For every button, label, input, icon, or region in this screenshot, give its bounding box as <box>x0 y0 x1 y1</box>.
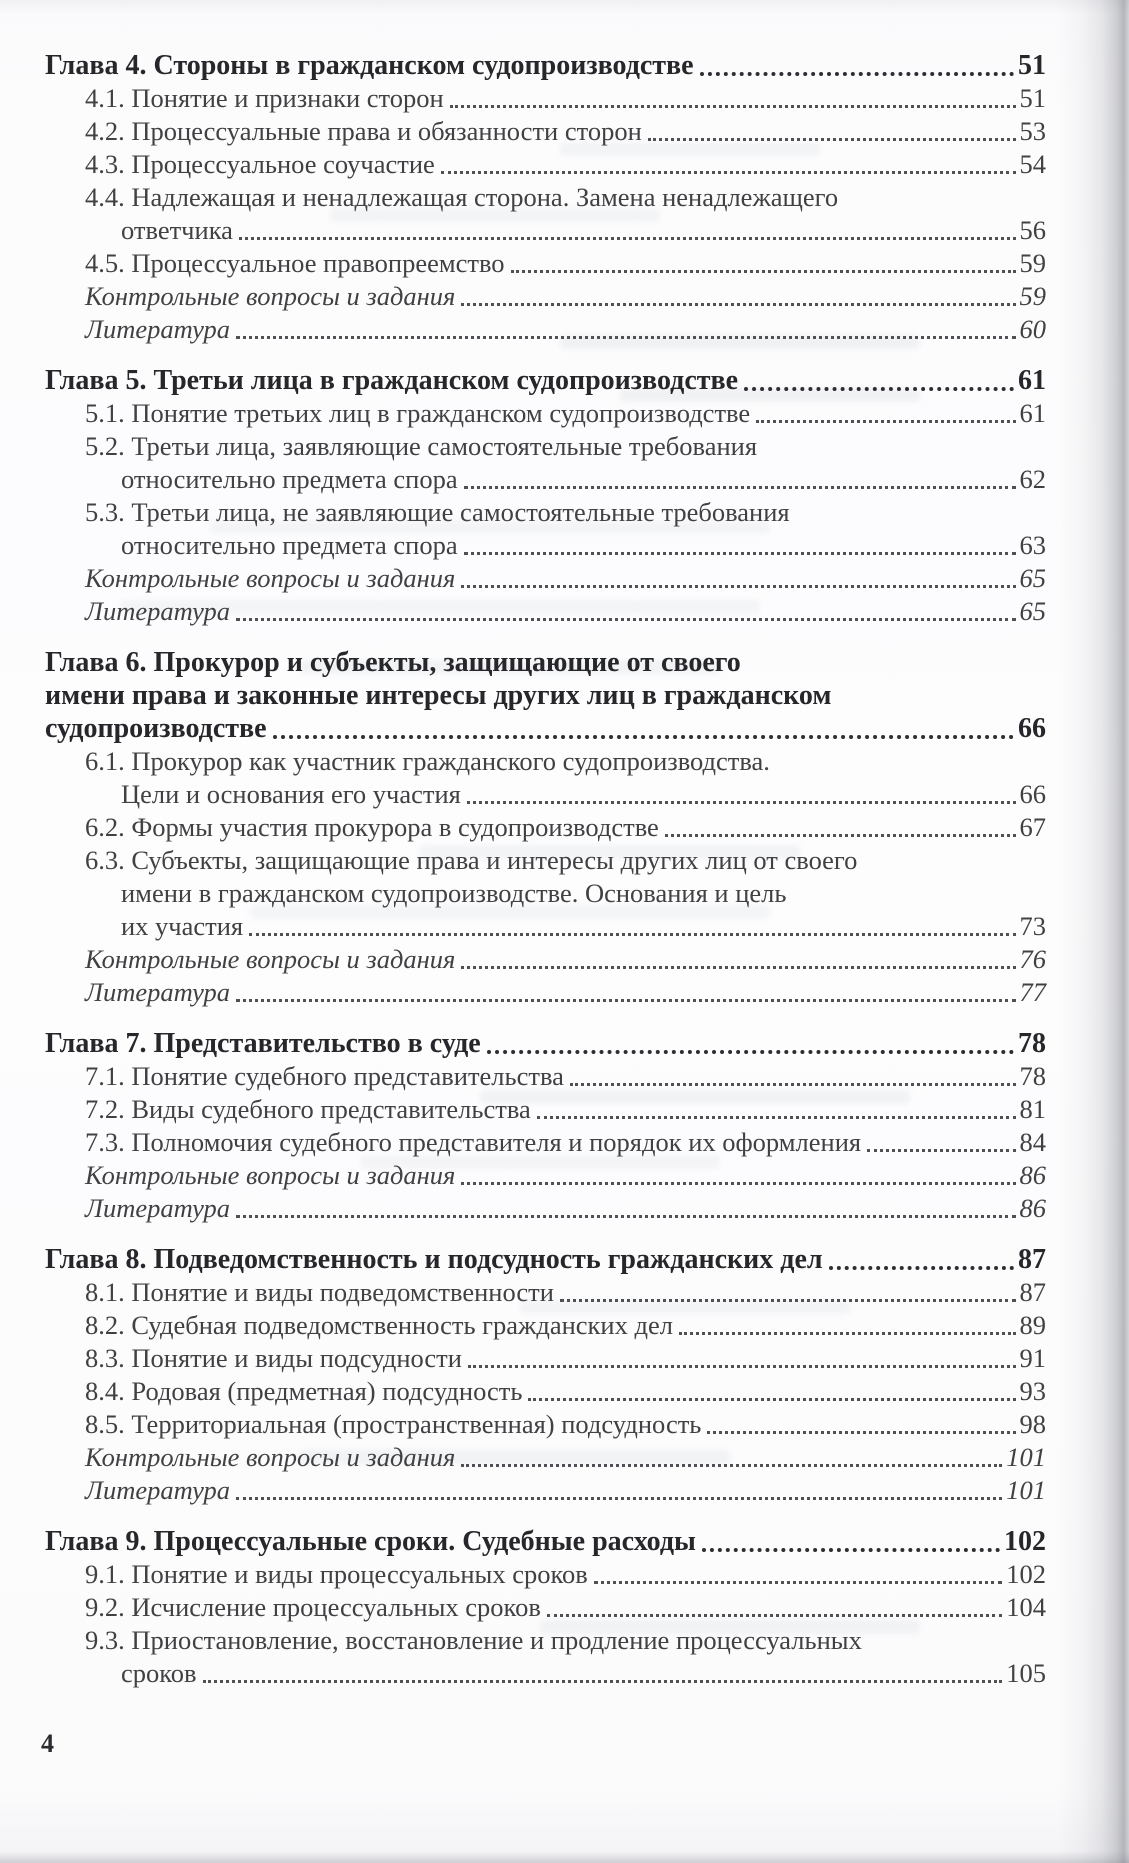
toc-chapter-heading-line <box>45 646 1046 679</box>
leader-dots <box>560 1299 1016 1302</box>
toc-entry-label: 8.4. Родовая (предметная) подсудность <box>85 1376 523 1406</box>
toc-entry-line <box>45 778 1046 811</box>
toc-entry-line <box>45 745 1046 778</box>
toc-entry-page: 53 <box>1019 116 1046 146</box>
toc-chapter <box>45 364 1046 628</box>
leader-dots <box>273 735 1014 739</box>
toc-entry-page: 86 <box>1019 1160 1046 1190</box>
toc-entry-page: 73 <box>1019 911 1046 941</box>
toc-chapter <box>45 1243 1046 1507</box>
leader-dots <box>867 1149 1015 1152</box>
toc-entry-page: 77 <box>1019 977 1046 1007</box>
toc-chapter-heading-line <box>45 1027 1046 1060</box>
toc-entry-label: Литература <box>85 314 230 344</box>
toc-entry-label: ответчика <box>121 215 233 245</box>
toc-chapter-page: 78 <box>1018 1028 1046 1059</box>
leader-dots <box>236 618 1016 621</box>
leader-dots <box>203 1680 1003 1683</box>
toc-chapter-page: 66 <box>1018 713 1046 744</box>
leader-dots <box>249 933 1015 936</box>
toc-entry-line <box>45 910 1046 943</box>
toc-entry-line <box>45 811 1046 844</box>
toc-entry-line <box>45 280 1046 313</box>
toc-entry-page: 63 <box>1019 530 1046 560</box>
leader-dots <box>511 270 1016 273</box>
toc-chapter-title: Глава 5. Третьи лица в гражданском судопроизводстве <box>45 365 739 396</box>
toc-entry-page: 66 <box>1019 779 1046 809</box>
toc-entry-page: 51 <box>1019 83 1046 113</box>
toc-entry-label: Цели и основания его участия <box>121 779 461 809</box>
leader-dots <box>461 966 1015 969</box>
scan-edge-right <box>1057 0 1129 1863</box>
toc-entry-label: Контрольные вопросы и задания <box>85 281 456 311</box>
toc-entry-page: 59 <box>1019 248 1046 278</box>
toc-entry-line <box>45 1159 1046 1192</box>
leader-dots <box>236 1497 1002 1500</box>
toc-entry-label: Литература <box>85 1475 230 1505</box>
toc-entry-label: 5.1. Понятие третьих лиц в гражданском судопроизводстве <box>85 398 751 428</box>
toc-entry-page: 93 <box>1019 1376 1046 1406</box>
toc-entry-label: 8.1. Понятие и виды подведомственности <box>85 1277 554 1307</box>
toc-entry-label: имени в гражданском судопроизводстве. Основания и цель <box>121 878 787 908</box>
toc-entry-label: 9.2. Исчисление процессуальных сроков <box>85 1592 541 1622</box>
toc-chapter-title: имени права и законные интересы других лиц в гражданском <box>45 680 832 711</box>
toc-chapter-heading-line <box>45 1243 1046 1276</box>
toc-entry-page: 98 <box>1019 1409 1046 1439</box>
toc-entry-line <box>45 181 1046 214</box>
toc-entry-line <box>45 976 1046 1009</box>
toc-entry-label: 7.3. Полномочия судебного представителя и порядок их оформления <box>85 1127 862 1157</box>
toc-chapter-heading-line <box>45 49 1046 82</box>
toc-entry-line <box>45 595 1046 628</box>
toc-entry-label: 8.2. Судебная подведомственность гражданских дел <box>85 1310 673 1340</box>
toc-entry-label: 8.5. Территориальная (пространственная) подсудность <box>85 1409 702 1439</box>
leader-dots <box>239 237 1016 240</box>
toc-entry-page: 101 <box>1006 1475 1046 1505</box>
toc-chapter-heading-line <box>45 364 1046 397</box>
toc-entry-line <box>45 1060 1046 1093</box>
toc-entry-line <box>45 313 1046 346</box>
leader-dots <box>461 1182 1015 1185</box>
toc-entry-line <box>45 1126 1046 1159</box>
toc-chapter <box>45 1027 1046 1225</box>
toc-entry-label: 4.4. Надлежащая и ненадлежащая сторона. Замена ненадлежащего <box>85 182 839 212</box>
leader-dots <box>679 1332 1016 1335</box>
leader-dots <box>461 585 1015 588</box>
toc-entry-label: 4.2. Процессуальные права и обязанности сторон <box>85 116 642 146</box>
leader-dots <box>547 1614 1002 1617</box>
toc-entry-label: Контрольные вопросы и задания <box>85 563 456 593</box>
toc-chapter-title: Глава 8. Подведомственность и подсудность гражданских дел <box>45 1244 823 1275</box>
toc-chapter-page: 61 <box>1018 365 1046 396</box>
toc-entry-line <box>45 877 1046 910</box>
toc-entry-line <box>45 463 1046 496</box>
leader-dots <box>236 999 1016 1002</box>
leader-dots <box>594 1581 1002 1584</box>
leader-dots <box>665 834 1016 837</box>
leader-dots <box>487 1050 1014 1054</box>
toc-entry-line <box>45 82 1046 115</box>
leader-dots <box>648 138 1016 141</box>
leader-dots <box>441 171 1016 174</box>
toc-entry-page: 81 <box>1019 1094 1046 1124</box>
toc-entry-line <box>45 1192 1046 1225</box>
toc-entry-page: 62 <box>1019 464 1046 494</box>
leader-dots <box>464 552 1016 555</box>
toc-entry-line <box>45 148 1046 181</box>
toc-chapter-page: 102 <box>1004 1526 1046 1557</box>
toc-entry-page: 65 <box>1019 563 1046 593</box>
leader-dots <box>528 1398 1015 1401</box>
leader-dots <box>829 1266 1014 1270</box>
toc-chapter <box>45 646 1046 1009</box>
toc-entry-line <box>45 430 1046 463</box>
toc-entry-label: 4.1. Понятие и признаки сторон <box>85 83 444 113</box>
toc-entry-label: 5.2. Третьи лица, заявляющие самостоятельные требования <box>85 431 758 461</box>
scan-edge-bottom <box>0 1851 1129 1863</box>
toc-chapter-heading-line <box>45 712 1046 745</box>
toc-entry-line <box>45 115 1046 148</box>
toc-entry-line <box>45 1408 1046 1441</box>
toc-entry-label: их участия <box>121 911 244 941</box>
leader-dots <box>702 1548 1000 1552</box>
toc-entry-page: 102 <box>1006 1559 1046 1589</box>
toc-entry-label: сроков <box>121 1658 197 1688</box>
toc-chapter <box>45 1525 1046 1690</box>
leader-dots <box>756 420 1015 423</box>
leader-dots <box>537 1116 1016 1119</box>
leader-dots <box>467 801 1016 804</box>
toc-entry-label: относительно предмета спора <box>121 530 458 560</box>
toc-entry-label: 9.1. Понятие и виды процессуальных сроков <box>85 1559 588 1589</box>
toc-entry-page: 59 <box>1019 281 1046 311</box>
toc-chapter <box>45 49 1046 346</box>
toc-entry-page: 91 <box>1019 1343 1046 1373</box>
leader-dots <box>461 303 1015 306</box>
toc-chapter-heading-line <box>45 1525 1046 1558</box>
toc-entry-line <box>45 1093 1046 1126</box>
toc-chapter-title: судопроизводстве <box>45 713 267 744</box>
leader-dots <box>744 387 1014 391</box>
toc-entry-label: 6.1. Прокурор как участник гражданского судопроизводства. <box>85 746 770 776</box>
leader-dots <box>236 1215 1016 1218</box>
page-number: 4 <box>41 1729 54 1758</box>
toc-entry-label: Литература <box>85 596 230 626</box>
toc-chapter-title: Глава 9. Процессуальные сроки. Судебные расходы <box>45 1526 696 1557</box>
toc-entry-page: 104 <box>1006 1592 1046 1622</box>
toc-chapter-title: Глава 4. Стороны в гражданском судопроизводстве <box>45 50 694 81</box>
toc-entry-label: Контрольные вопросы и задания <box>85 1442 456 1472</box>
toc-entry-line <box>45 397 1046 430</box>
toc-entry-page: 67 <box>1019 812 1046 842</box>
toc-entry-line <box>45 1474 1046 1507</box>
toc-entry-page: 56 <box>1019 215 1046 245</box>
toc-entry-label: относительно предмета спора <box>121 464 458 494</box>
toc-entry-label: 4.5. Процессуальное правопреемство <box>85 248 505 278</box>
leader-dots <box>236 336 1016 339</box>
toc-entry-line <box>45 943 1046 976</box>
toc-entry-line <box>45 844 1046 877</box>
toc-chapter-heading-line <box>45 679 1046 712</box>
toc-entry-page: 78 <box>1019 1061 1046 1091</box>
toc-chapter-title: Глава 6. Прокурор и субъекты, защищающие от своего <box>45 647 741 678</box>
toc-entry-line <box>45 1375 1046 1408</box>
toc-entry-page: 54 <box>1019 149 1046 179</box>
toc-chapter-page: 51 <box>1018 50 1046 81</box>
toc-entry-line <box>45 247 1046 280</box>
toc-entry-label: Контрольные вопросы и задания <box>85 1160 456 1190</box>
toc-entry-line <box>45 1657 1046 1690</box>
leader-dots <box>707 1431 1015 1434</box>
scan-edge-top <box>0 0 1129 14</box>
leader-dots <box>468 1365 1016 1368</box>
toc-entry-line <box>45 1558 1046 1591</box>
toc-entry-label: 6.3. Субъекты, защищающие права и интересы других лиц от своего <box>85 845 858 875</box>
toc-entry-page: 87 <box>1019 1277 1046 1307</box>
toc-entry-page: 105 <box>1006 1658 1046 1688</box>
table-of-contents <box>45 49 1046 1690</box>
toc-entry-page: 84 <box>1019 1127 1046 1157</box>
toc-entry-label: 7.1. Понятие судебного представительства <box>85 1061 564 1091</box>
toc-entry-label: Литература <box>85 1193 230 1223</box>
toc-entry-label: 9.3. Приостановление, восстановление и продление процессуальных <box>85 1625 862 1655</box>
toc-chapter-page: 87 <box>1018 1244 1046 1275</box>
toc-entry-line <box>45 496 1046 529</box>
toc-entry-line <box>45 1624 1046 1657</box>
toc-entry-page: 60 <box>1019 314 1046 344</box>
toc-entry-page: 86 <box>1019 1193 1046 1223</box>
leader-dots <box>570 1083 1016 1086</box>
toc-entry-line <box>45 1309 1046 1342</box>
toc-entry-line <box>45 1441 1046 1474</box>
toc-entry-label: 8.3. Понятие и виды подсудности <box>85 1343 462 1373</box>
leader-dots <box>700 72 1014 76</box>
toc-entry-page: 61 <box>1019 398 1046 428</box>
toc-entry-label: 5.3. Третьи лица, не заявляющие самостоятельные требования <box>85 497 790 527</box>
leader-dots <box>450 105 1016 108</box>
toc-chapter-title: Глава 7. Представительство в суде <box>45 1028 481 1059</box>
toc-entry-label: 7.2. Виды судебного представительства <box>85 1094 531 1124</box>
toc-entry-line <box>45 562 1046 595</box>
toc-entry-page: 101 <box>1006 1442 1046 1472</box>
toc-entry-line <box>45 1342 1046 1375</box>
toc-entry-page: 89 <box>1019 1310 1046 1340</box>
toc-entry-page: 76 <box>1019 944 1046 974</box>
toc-entry-label: Литература <box>85 977 230 1007</box>
toc-entry-line <box>45 1591 1046 1624</box>
toc-entry-label: Контрольные вопросы и задания <box>85 944 456 974</box>
toc-entry-page: 65 <box>1019 596 1046 626</box>
toc-entry-line <box>45 214 1046 247</box>
toc-entry-label: 4.3. Процессуальное соучастие <box>85 149 435 179</box>
leader-dots <box>461 1464 1002 1467</box>
toc-entry-label: 6.2. Формы участия прокурора в судопроизводстве <box>85 812 659 842</box>
toc-entry-line <box>45 1276 1046 1309</box>
leader-dots <box>464 486 1016 489</box>
toc-entry-line <box>45 529 1046 562</box>
